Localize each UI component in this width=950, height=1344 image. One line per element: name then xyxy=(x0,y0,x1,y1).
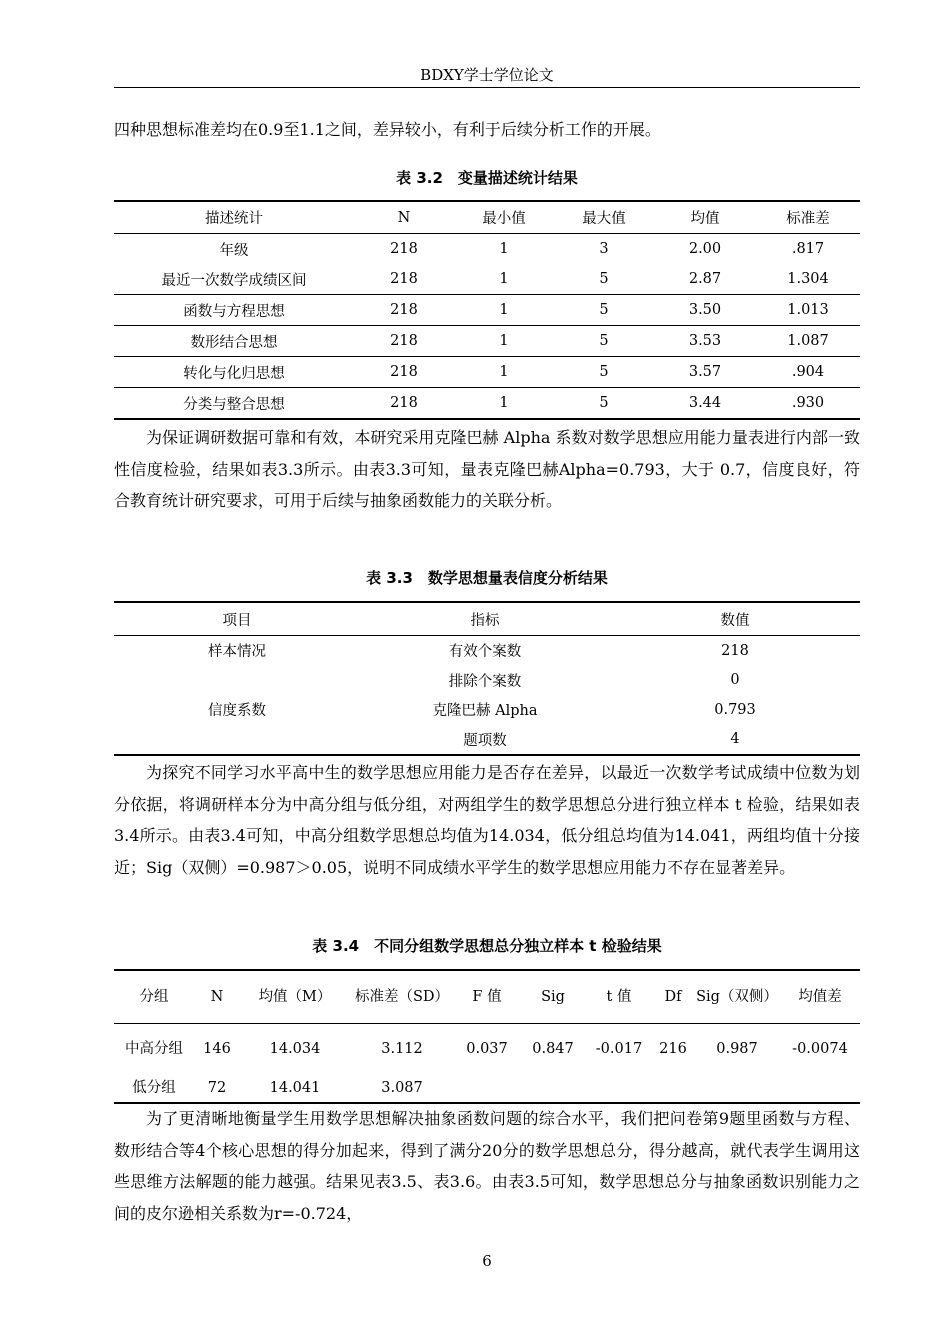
table-cell: 5 xyxy=(599,271,609,287)
header-rule xyxy=(114,87,860,88)
table-cell: 14.034 xyxy=(269,1040,321,1057)
table-cell: 5 xyxy=(554,326,654,357)
table-cell: 3.087 xyxy=(350,1074,454,1103)
table-header-row xyxy=(114,970,860,1024)
table-cell: 0 xyxy=(730,672,740,689)
table-cell: 1 xyxy=(454,326,554,357)
table-cell: 3.53 xyxy=(654,326,756,357)
table-cell: 1 xyxy=(454,388,554,420)
header-cell: F 值 xyxy=(454,970,520,1024)
table-cell: -0.017 xyxy=(595,1040,643,1057)
header-cell: t 值 xyxy=(586,970,652,1024)
table-cell: 146 xyxy=(203,1040,231,1057)
paragraph-4: 为了更清晰地衡量学生用数学思想解决抽象函数问题的综合水平，我们把问卷第9题里函数与方程、数形结合等4个核心思想的得分加起来，得到了满分20分的数学思想总分，得分越高，就代表学生调用这些思维方法解题的能力越强。结果见表3.5、表3.6。由表3.5可知，数学思想总分与抽象函数识别能力之间的皮尔逊相关系数为r=-0.724， xyxy=(114,1109,860,1223)
table-cell: 5 xyxy=(554,388,654,420)
table-3-4 xyxy=(114,969,860,1104)
table-cell: 3.57 xyxy=(654,357,756,388)
table-3-2-caption: 表 3.2 变量描述统计结果 xyxy=(396,169,578,187)
table-cell: 克隆巴赫 Alpha xyxy=(432,703,538,720)
header-cell: 最大值 xyxy=(554,201,654,234)
table-cell: 3.44 xyxy=(654,388,756,420)
table-cell: 218 xyxy=(354,295,454,326)
table-3-2 xyxy=(114,200,860,420)
header-cell: 项目 xyxy=(114,602,360,636)
table-cell: 218 xyxy=(390,271,418,287)
table-cell: 1 xyxy=(454,295,554,326)
header-cell: N xyxy=(194,970,240,1024)
table-cell: 218 xyxy=(354,357,454,388)
table-cell: 2.87 xyxy=(688,271,722,287)
table-cell: 3.112 xyxy=(381,1040,423,1057)
table-cell: -0.0074 xyxy=(792,1040,848,1057)
running-title: BDXY学士学位论文 xyxy=(420,66,554,84)
table-cell: 5 xyxy=(554,295,654,326)
table-cell: 1.304 xyxy=(787,271,829,287)
table-cell: 218 xyxy=(354,388,454,420)
table-header-row xyxy=(114,602,860,636)
table-cell: 1 xyxy=(499,271,509,287)
table-3-4-caption: 表 3.4 不同分组数学思想总分独立样本 t 检验结果 xyxy=(312,937,662,955)
table-cell: 1.087 xyxy=(756,326,860,357)
header-cell: 数值 xyxy=(610,602,860,636)
table-cell: 0.847 xyxy=(532,1040,574,1057)
table-cell: 数形结合思想 xyxy=(114,326,354,357)
table-cell: 2.00 xyxy=(688,241,722,257)
paragraph-2: 为保证调研数据可靠和有效，本研究采用克隆巴赫 Alpha 系数对数学思想应用能力量表进行内部一致性信度检验，结果如表3.3所示。由表3.3可知，量表克隆巴赫Alpha=0.793，大于 0.7，信度良好，符合教育统计研究要求，可用于后续与抽象函数能力的关联分析。 xyxy=(114,428,860,510)
table-cell: 1 xyxy=(454,357,554,388)
table-row xyxy=(114,388,860,420)
table-cell: 72 xyxy=(194,1074,240,1103)
table-cell: 转化与化归思想 xyxy=(114,357,354,388)
table-cell: 样本情况 xyxy=(208,644,266,661)
table-cell: 信度系数 xyxy=(208,703,266,720)
header-cell: 描述统计 xyxy=(114,201,354,234)
table-3-3 xyxy=(114,601,860,756)
header-cell: 均值（M） xyxy=(240,970,350,1024)
table-row xyxy=(114,695,860,725)
header-cell: 标准差 xyxy=(756,201,860,234)
table-cell xyxy=(114,725,360,756)
table-row xyxy=(114,234,860,265)
table-cell xyxy=(694,1074,780,1103)
table-cell xyxy=(586,1074,652,1103)
table-cell: 218 xyxy=(390,241,418,257)
paragraph-3: 为探究不同学习水平高中生的数学思想应用能力是否存在差异，以最近一次数学考试成绩中位数为划分依据，将调研样本分为中高分组与低分组，对两组学生的数学思想总分进行独立样本 t 检验，结果如表3.4所示。由表3.4可知，中高分组数学思想总均值为14.034，低分组总均值为14.041，两组均值十分接近；Sig（双侧）=0.987＞0.05，说明不同成绩水平学生的数学思想应用能力不存在显著差异。 xyxy=(114,763,860,877)
header-cell: 指标 xyxy=(360,602,610,636)
table-cell: 分类与整合思想 xyxy=(114,388,354,420)
table-cell: 函数与方程思想 xyxy=(114,295,354,326)
header-cell: 分组 xyxy=(114,970,194,1024)
table-cell: 218 xyxy=(721,642,749,659)
table-cell xyxy=(780,1074,860,1103)
header-cell: 均值差 xyxy=(780,970,860,1024)
paragraph-1: 四种思想标准差均在0.9至1.1之间，差异较小，有利于后续分析工作的开展。 xyxy=(114,120,661,139)
table-cell: 0.037 xyxy=(466,1040,508,1057)
table-cell: .904 xyxy=(756,357,860,388)
table-cell: 218 xyxy=(354,326,454,357)
table-cell: 最近一次数学成绩区间 xyxy=(161,272,307,289)
header-cell: 最小值 xyxy=(454,201,554,234)
table-cell: 年级 xyxy=(219,242,249,259)
table-cell: 3.50 xyxy=(654,295,756,326)
table-cell: 14.041 xyxy=(240,1074,350,1103)
page-number: 6 xyxy=(482,1252,492,1270)
table-cell: 4 xyxy=(610,725,860,756)
header-cell: N xyxy=(354,201,454,234)
table-cell xyxy=(454,1074,520,1103)
table-cell: 题项数 xyxy=(360,725,610,756)
table-cell: 1.013 xyxy=(756,295,860,326)
table-cell: 0.793 xyxy=(714,701,756,718)
table-row xyxy=(114,326,860,357)
table-cell xyxy=(520,1074,586,1103)
table-cell: 5 xyxy=(554,357,654,388)
table-row xyxy=(114,636,860,666)
table-cell: 排除个案数 xyxy=(448,673,522,690)
table-cell: 3 xyxy=(599,241,609,257)
table-cell xyxy=(114,666,360,696)
table-header-row xyxy=(114,201,860,234)
table-row xyxy=(114,264,860,295)
table-row xyxy=(114,725,860,756)
table-cell: 中高分组 xyxy=(125,1040,183,1057)
header-cell: 均值 xyxy=(654,201,756,234)
table-cell: 216 xyxy=(659,1040,687,1057)
header-cell: Sig（双侧） xyxy=(694,970,780,1024)
table-cell: 0.987 xyxy=(716,1040,758,1057)
header-cell: 标准差（SD） xyxy=(350,970,454,1024)
header-cell: Sig xyxy=(520,970,586,1024)
table-row xyxy=(114,357,860,388)
table-cell: 1 xyxy=(499,241,509,257)
table-row xyxy=(114,295,860,326)
table-cell: 有效个案数 xyxy=(448,644,522,661)
table-row xyxy=(114,666,860,696)
table-cell: .817 xyxy=(791,241,825,257)
table-cell: .930 xyxy=(756,388,860,420)
table-3-3-caption: 表 3.3 数学思想量表信度分析结果 xyxy=(366,569,608,587)
table-cell: 低分组 xyxy=(114,1074,194,1103)
table-cell xyxy=(652,1074,694,1103)
table-row xyxy=(114,1024,860,1075)
table-row xyxy=(114,1074,860,1103)
header-cell: Df xyxy=(652,970,694,1024)
